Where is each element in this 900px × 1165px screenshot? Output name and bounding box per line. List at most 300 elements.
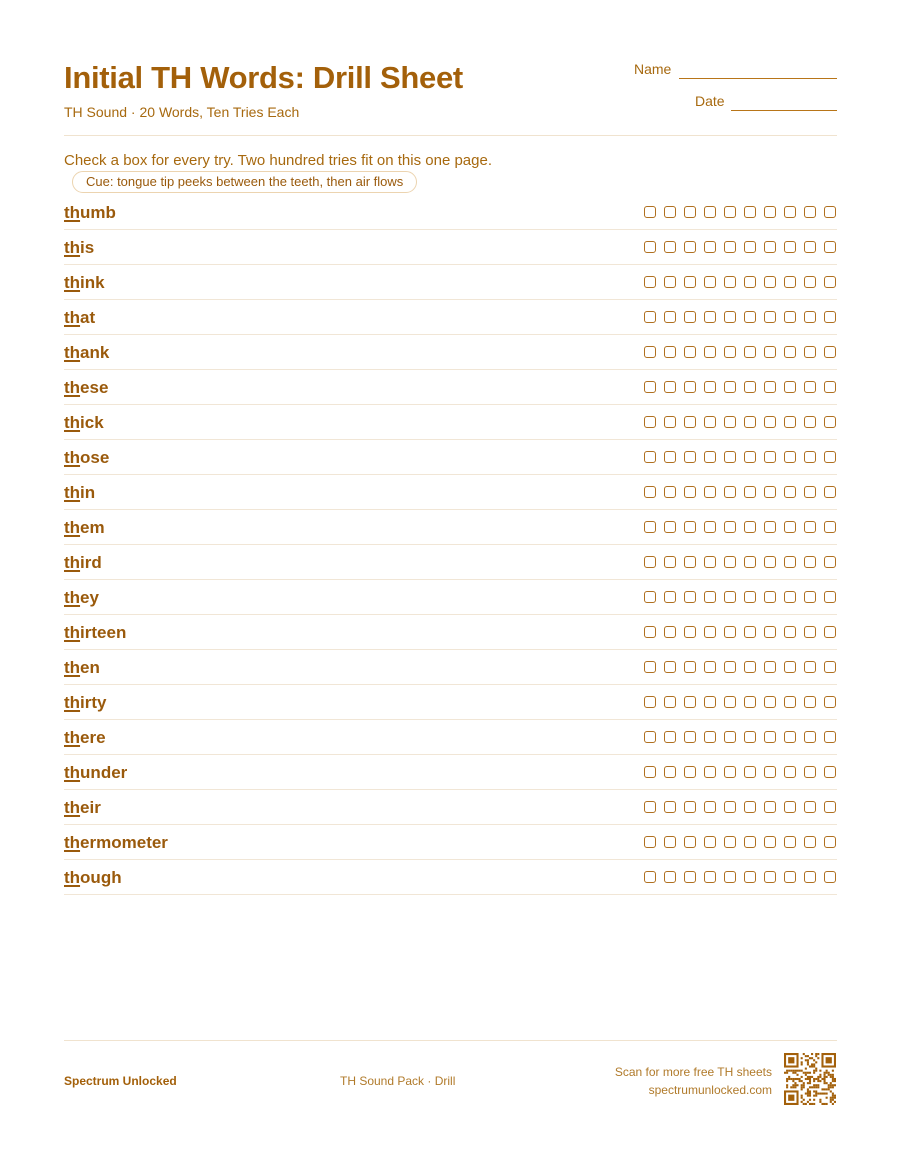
try-checkbox[interactable]: [824, 486, 836, 498]
try-checkbox[interactable]: [724, 206, 736, 218]
try-checkbox[interactable]: [704, 556, 716, 568]
try-checkbox[interactable]: [824, 311, 836, 323]
word-rest: em: [80, 518, 105, 537]
word-rest: ermometer: [80, 833, 168, 852]
try-checkbox[interactable]: [644, 451, 656, 463]
try-checkbox[interactable]: [724, 801, 736, 813]
try-checkbox[interactable]: [644, 241, 656, 253]
word-rest: ough: [80, 868, 122, 887]
try-checkboxes: [644, 346, 837, 358]
word-target-sound: th: [64, 273, 81, 292]
try-checkbox[interactable]: [724, 381, 736, 393]
try-checkbox[interactable]: [804, 241, 816, 253]
try-checkbox[interactable]: [804, 871, 816, 883]
try-checkbox[interactable]: [724, 871, 736, 883]
word-row: [64, 790, 837, 825]
word-row: [64, 650, 837, 685]
word-target-sound: th: [64, 658, 81, 677]
try-checkbox[interactable]: [764, 766, 776, 778]
try-checkbox[interactable]: [644, 416, 656, 428]
try-checkboxes: [644, 556, 837, 568]
word-label: [64, 343, 109, 363]
try-checkbox[interactable]: [644, 591, 656, 603]
word-rest: ere: [80, 728, 106, 747]
word-rest: ick: [80, 413, 104, 432]
try-checkbox[interactable]: [684, 556, 696, 568]
try-checkboxes: [644, 241, 837, 253]
try-checkbox[interactable]: [684, 801, 696, 813]
try-checkbox[interactable]: [804, 696, 816, 708]
try-checkbox[interactable]: [644, 661, 656, 673]
try-checkbox[interactable]: [744, 696, 756, 708]
word-target-sound: th: [64, 448, 81, 467]
word-target-sound: th: [64, 798, 81, 817]
try-checkbox[interactable]: [784, 801, 796, 813]
try-checkbox[interactable]: [724, 346, 736, 358]
try-checkbox[interactable]: [824, 871, 836, 883]
try-checkbox[interactable]: [704, 731, 716, 743]
try-checkbox[interactable]: [644, 276, 656, 288]
try-checkbox[interactable]: [704, 871, 716, 883]
try-checkbox[interactable]: [724, 661, 736, 673]
try-checkboxes: [644, 696, 837, 708]
try-checkbox[interactable]: [664, 381, 676, 393]
try-checkbox[interactable]: [824, 241, 836, 253]
try-checkbox[interactable]: [744, 486, 756, 498]
try-checkbox[interactable]: [744, 416, 756, 428]
word-rest: in: [80, 483, 96, 502]
try-checkbox[interactable]: [784, 696, 796, 708]
try-checkbox[interactable]: [644, 381, 656, 393]
try-checkbox[interactable]: [764, 276, 776, 288]
try-checkbox[interactable]: [644, 626, 656, 638]
word-row: [64, 265, 837, 300]
try-checkbox[interactable]: [804, 416, 816, 428]
try-checkbox[interactable]: [704, 451, 716, 463]
try-checkbox[interactable]: [644, 696, 656, 708]
word-row: [64, 405, 837, 440]
try-checkbox[interactable]: [764, 661, 776, 673]
try-checkbox[interactable]: [684, 591, 696, 603]
header-divider: [64, 135, 837, 136]
try-checkbox[interactable]: [764, 626, 776, 638]
try-checkbox[interactable]: [684, 486, 696, 498]
name-field[interactable]: [634, 61, 837, 81]
try-checkbox[interactable]: [704, 276, 716, 288]
try-checkbox[interactable]: [764, 451, 776, 463]
try-checkbox[interactable]: [804, 591, 816, 603]
try-checkbox[interactable]: [824, 731, 836, 743]
try-checkbox[interactable]: [784, 206, 796, 218]
word-rest: eir: [80, 798, 101, 817]
try-checkbox[interactable]: [764, 836, 776, 848]
word-target-sound: th: [64, 833, 81, 852]
word-row: [64, 615, 837, 650]
try-checkbox[interactable]: [744, 276, 756, 288]
try-checkbox[interactable]: [724, 696, 736, 708]
try-checkbox[interactable]: [764, 206, 776, 218]
try-checkbox[interactable]: [664, 521, 676, 533]
try-checkbox[interactable]: [644, 801, 656, 813]
try-checkbox[interactable]: [744, 591, 756, 603]
try-checkbox[interactable]: [784, 626, 796, 638]
try-checkbox[interactable]: [744, 801, 756, 813]
word-row: [64, 545, 837, 580]
try-checkbox[interactable]: [664, 416, 676, 428]
word-row: [64, 300, 837, 335]
try-checkboxes: [644, 486, 837, 498]
word-label: [64, 658, 100, 678]
try-checkbox[interactable]: [724, 731, 736, 743]
word-target-sound: th: [64, 623, 81, 642]
word-target-sound: th: [64, 483, 81, 502]
word-label: [64, 588, 99, 608]
word-label: [64, 273, 105, 293]
page-subtitle: TH Sound · 20 Words, Ten Tries Each: [64, 104, 300, 120]
try-checkbox[interactable]: [704, 766, 716, 778]
try-checkbox[interactable]: [724, 836, 736, 848]
try-checkbox[interactable]: [804, 521, 816, 533]
try-checkboxes: [644, 451, 837, 463]
footer-scan: [615, 1063, 772, 1099]
try-checkbox[interactable]: [744, 626, 756, 638]
try-checkbox[interactable]: [704, 836, 716, 848]
try-checkbox[interactable]: [824, 416, 836, 428]
try-checkbox[interactable]: [644, 346, 656, 358]
word-list: [64, 195, 837, 895]
try-checkbox[interactable]: [664, 346, 676, 358]
word-row: [64, 475, 837, 510]
try-checkbox[interactable]: [784, 451, 796, 463]
try-checkbox[interactable]: [704, 241, 716, 253]
qr-code-icon[interactable]: [784, 1053, 836, 1105]
try-checkbox[interactable]: [764, 801, 776, 813]
try-checkbox[interactable]: [784, 556, 796, 568]
try-checkbox[interactable]: [784, 731, 796, 743]
word-target-sound: th: [64, 728, 81, 747]
try-checkbox[interactable]: [784, 276, 796, 288]
try-checkbox[interactable]: [804, 766, 816, 778]
word-target-sound: th: [64, 308, 81, 327]
try-checkbox[interactable]: [784, 486, 796, 498]
try-checkbox[interactable]: [824, 696, 836, 708]
word-label: [64, 728, 106, 748]
try-checkbox[interactable]: [764, 486, 776, 498]
word-target-sound: th: [64, 203, 81, 222]
word-target-sound: th: [64, 763, 81, 782]
word-rest: at: [80, 308, 96, 327]
try-checkbox[interactable]: [644, 871, 656, 883]
try-checkbox[interactable]: [764, 416, 776, 428]
try-checkbox[interactable]: [644, 731, 656, 743]
try-checkbox[interactable]: [664, 276, 676, 288]
try-checkbox[interactable]: [764, 521, 776, 533]
try-checkboxes: [644, 276, 837, 288]
try-checkbox[interactable]: [704, 346, 716, 358]
try-checkbox[interactable]: [764, 731, 776, 743]
try-checkbox[interactable]: [724, 311, 736, 323]
try-checkbox[interactable]: [664, 661, 676, 673]
try-checkbox[interactable]: [744, 206, 756, 218]
try-checkboxes: [644, 626, 837, 638]
try-checkbox[interactable]: [744, 766, 756, 778]
try-checkbox[interactable]: [824, 276, 836, 288]
page-title: Initial TH Words: Drill Sheet: [64, 60, 463, 95]
try-checkbox[interactable]: [684, 206, 696, 218]
try-checkboxes: [644, 206, 837, 218]
try-checkbox[interactable]: [684, 241, 696, 253]
try-checkboxes: [644, 871, 837, 883]
try-checkbox[interactable]: [664, 311, 676, 323]
try-checkbox[interactable]: [804, 556, 816, 568]
word-label: [64, 868, 122, 888]
try-checkbox[interactable]: [744, 556, 756, 568]
try-checkbox[interactable]: [804, 451, 816, 463]
footer-pack: TH Sound Pack · Drill: [340, 1074, 456, 1088]
try-checkbox[interactable]: [684, 276, 696, 288]
try-checkbox[interactable]: [684, 381, 696, 393]
try-checkbox[interactable]: [784, 311, 796, 323]
try-checkbox[interactable]: [804, 346, 816, 358]
word-target-sound: th: [64, 518, 81, 537]
try-checkbox[interactable]: [724, 766, 736, 778]
try-checkbox[interactable]: [644, 521, 656, 533]
try-checkbox[interactable]: [764, 556, 776, 568]
try-checkbox[interactable]: [804, 661, 816, 673]
try-checkbox[interactable]: [804, 276, 816, 288]
try-checkbox[interactable]: [824, 591, 836, 603]
try-checkbox[interactable]: [664, 591, 676, 603]
try-checkbox[interactable]: [744, 661, 756, 673]
word-target-sound: th: [64, 868, 81, 887]
try-checkbox[interactable]: [724, 521, 736, 533]
try-checkbox[interactable]: [684, 346, 696, 358]
name-line: [679, 78, 837, 79]
try-checkbox[interactable]: [664, 871, 676, 883]
try-checkbox[interactable]: [664, 451, 676, 463]
word-target-sound: th: [64, 343, 81, 362]
try-checkbox[interactable]: [784, 836, 796, 848]
try-checkbox[interactable]: [824, 661, 836, 673]
try-checkbox[interactable]: [704, 801, 716, 813]
try-checkbox[interactable]: [664, 836, 676, 848]
try-checkbox[interactable]: [664, 486, 676, 498]
try-checkbox[interactable]: [664, 801, 676, 813]
try-checkbox[interactable]: [804, 206, 816, 218]
try-checkbox[interactable]: [744, 346, 756, 358]
try-checkbox[interactable]: [804, 731, 816, 743]
try-checkbox[interactable]: [784, 591, 796, 603]
word-label: [64, 413, 104, 433]
try-checkbox[interactable]: [724, 451, 736, 463]
word-row: [64, 440, 837, 475]
try-checkbox[interactable]: [764, 696, 776, 708]
word-rest: is: [80, 238, 95, 257]
try-checkbox[interactable]: [724, 416, 736, 428]
try-checkbox[interactable]: [764, 241, 776, 253]
try-checkbox[interactable]: [784, 381, 796, 393]
try-checkbox[interactable]: [644, 766, 656, 778]
try-checkbox[interactable]: [804, 311, 816, 323]
word-row: [64, 860, 837, 895]
word-row: [64, 825, 837, 860]
try-checkbox[interactable]: [824, 801, 836, 813]
try-checkbox[interactable]: [664, 766, 676, 778]
word-label: [64, 238, 94, 258]
try-checkbox[interactable]: [704, 206, 716, 218]
try-checkboxes: [644, 801, 837, 813]
try-checkbox[interactable]: [744, 836, 756, 848]
try-checkbox[interactable]: [804, 626, 816, 638]
word-rest: en: [80, 658, 100, 677]
try-checkbox[interactable]: [784, 766, 796, 778]
try-checkbox[interactable]: [704, 696, 716, 708]
try-checkbox[interactable]: [824, 521, 836, 533]
try-checkbox[interactable]: [744, 731, 756, 743]
try-checkbox[interactable]: [644, 836, 656, 848]
try-checkbox[interactable]: [644, 206, 656, 218]
scan-text: Scan for more free TH sheets: [614, 1065, 772, 1079]
try-checkbox[interactable]: [684, 451, 696, 463]
try-checkbox[interactable]: [664, 556, 676, 568]
date-field[interactable]: [695, 93, 837, 113]
try-checkbox[interactable]: [764, 346, 776, 358]
try-checkbox[interactable]: [704, 626, 716, 638]
word-row: [64, 685, 837, 720]
try-checkbox[interactable]: [704, 661, 716, 673]
try-checkboxes: [644, 836, 837, 848]
try-checkbox[interactable]: [744, 871, 756, 883]
name-label: Name: [634, 61, 672, 77]
word-target-sound: th: [64, 413, 81, 432]
try-checkbox[interactable]: [744, 381, 756, 393]
try-checkbox[interactable]: [824, 836, 836, 848]
try-checkbox[interactable]: [824, 766, 836, 778]
try-checkbox[interactable]: [784, 521, 796, 533]
try-checkbox[interactable]: [724, 486, 736, 498]
try-checkbox[interactable]: [704, 521, 716, 533]
try-checkbox[interactable]: [684, 871, 696, 883]
try-checkbox[interactable]: [684, 521, 696, 533]
try-checkbox[interactable]: [824, 451, 836, 463]
try-checkbox[interactable]: [664, 206, 676, 218]
try-checkbox[interactable]: [684, 836, 696, 848]
word-target-sound: th: [64, 588, 81, 607]
try-checkbox[interactable]: [764, 311, 776, 323]
date-label: Date: [695, 93, 725, 109]
try-checkboxes: [644, 311, 837, 323]
word-label: [64, 623, 126, 643]
try-checkbox[interactable]: [684, 766, 696, 778]
word-rest: ird: [80, 553, 102, 572]
word-rest: ey: [80, 588, 99, 607]
try-checkboxes: [644, 731, 837, 743]
word-row: [64, 335, 837, 370]
try-checkbox[interactable]: [804, 801, 816, 813]
word-row: [64, 195, 837, 230]
try-checkbox[interactable]: [704, 591, 716, 603]
try-checkbox[interactable]: [684, 626, 696, 638]
footer-url[interactable]: spectrumunlocked.com: [648, 1083, 772, 1097]
word-row: [64, 580, 837, 615]
try-checkbox[interactable]: [824, 346, 836, 358]
word-rest: irty: [80, 693, 107, 712]
word-label: [64, 553, 102, 573]
try-checkbox[interactable]: [744, 311, 756, 323]
try-checkbox[interactable]: [644, 486, 656, 498]
try-checkbox[interactable]: [784, 346, 796, 358]
word-label: [64, 308, 95, 328]
try-checkbox[interactable]: [664, 626, 676, 638]
word-label: [64, 378, 108, 398]
try-checkbox[interactable]: [764, 871, 776, 883]
try-checkbox[interactable]: [744, 451, 756, 463]
try-checkbox[interactable]: [704, 311, 716, 323]
try-checkbox[interactable]: [764, 381, 776, 393]
word-rest: ose: [80, 448, 110, 467]
try-checkbox[interactable]: [804, 381, 816, 393]
word-rest: ese: [80, 378, 109, 397]
try-checkbox[interactable]: [784, 241, 796, 253]
word-rest: irteen: [80, 623, 127, 642]
try-checkboxes: [644, 591, 837, 603]
word-label: [64, 798, 101, 818]
cue-badge: Cue: tongue tip peeks between the teeth, then air flows: [72, 171, 417, 193]
try-checkboxes: [644, 521, 837, 533]
try-checkbox[interactable]: [664, 731, 676, 743]
try-checkbox[interactable]: [704, 416, 716, 428]
try-checkbox[interactable]: [764, 591, 776, 603]
footer-brand: Spectrum Unlocked: [64, 1074, 177, 1088]
try-checkbox[interactable]: [684, 731, 696, 743]
try-checkbox[interactable]: [824, 626, 836, 638]
try-checkbox[interactable]: [684, 416, 696, 428]
word-label: [64, 448, 109, 468]
try-checkbox[interactable]: [644, 311, 656, 323]
try-checkbox[interactable]: [724, 591, 736, 603]
try-checkboxes: [644, 766, 837, 778]
try-checkbox[interactable]: [724, 626, 736, 638]
try-checkbox[interactable]: [684, 696, 696, 708]
try-checkbox[interactable]: [744, 521, 756, 533]
try-checkbox[interactable]: [704, 381, 716, 393]
try-checkbox[interactable]: [664, 241, 676, 253]
try-checkbox[interactable]: [664, 696, 676, 708]
try-checkboxes: [644, 661, 837, 673]
try-checkbox[interactable]: [744, 241, 756, 253]
try-checkbox[interactable]: [784, 871, 796, 883]
try-checkbox[interactable]: [684, 311, 696, 323]
try-checkbox[interactable]: [824, 381, 836, 393]
try-checkbox[interactable]: [784, 416, 796, 428]
try-checkbox[interactable]: [724, 241, 736, 253]
try-checkboxes: [644, 381, 837, 393]
try-checkbox[interactable]: [784, 661, 796, 673]
try-checkbox[interactable]: [724, 276, 736, 288]
word-target-sound: th: [64, 693, 81, 712]
word-row: [64, 370, 837, 405]
try-checkbox[interactable]: [704, 486, 716, 498]
try-checkbox[interactable]: [824, 556, 836, 568]
try-checkbox[interactable]: [824, 206, 836, 218]
try-checkbox[interactable]: [644, 556, 656, 568]
footer-divider: [64, 1040, 837, 1041]
try-checkbox[interactable]: [724, 556, 736, 568]
try-checkbox[interactable]: [804, 486, 816, 498]
try-checkbox[interactable]: [804, 836, 816, 848]
try-checkbox[interactable]: [684, 661, 696, 673]
try-checkboxes: [644, 416, 837, 428]
